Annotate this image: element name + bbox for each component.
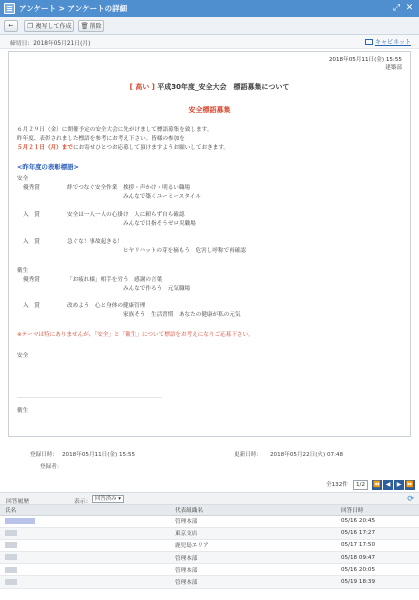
redacted-name [5, 579, 17, 585]
display-filter-select[interactable]: 回答済み ▾ [92, 495, 124, 503]
back-button[interactable] [4, 20, 18, 32]
deadline-rest: にお寄せひとつお応募して頂けますようお願いしておきます。 [72, 145, 230, 151]
back-arrow-icon: ← [8, 22, 14, 29]
document-sender: 建築部 [385, 65, 402, 71]
safety-line2-2: みんなで目指そうゼロ災職場 [123, 221, 196, 227]
document-title-text: 平成30年度_安全大会 標語募集について [157, 83, 290, 91]
cabinet-icon [365, 39, 373, 45]
redacted-name [5, 530, 17, 536]
organization-cell: 鹿児島エリア [170, 539, 336, 551]
answer-divider-safety [17, 397, 162, 398]
respondent-name-redacted[interactable] [0, 539, 170, 551]
answer-history-table [0, 505, 419, 589]
answered-at-cell: 05/17 17:50 [336, 539, 419, 551]
copy-create-label: 複写して作成 [35, 23, 72, 30]
safety-line2-3: ヒヤリハットの芽を摘もう 危害し呼称で再確認 [123, 248, 246, 254]
organization-cell: 管理本部 [170, 564, 336, 576]
respondent-name-redacted[interactable] [0, 527, 170, 539]
intro-line-1: ６月２９日（金）に開催予定の安全大会に先がけまして標語募集を致します。 [17, 127, 213, 133]
prev-page-icon[interactable]: ◀ [383, 480, 393, 490]
table-header-row [0, 505, 419, 515]
window-titlebar [0, 0, 419, 17]
hygiene-line1-1: 「お疲れ様」相手を労う 感謝の言葉 [67, 277, 163, 283]
hygiene-line2-2: 家族そう 生活習慣 あなたの健康が私の元気 [123, 312, 241, 318]
registrant-label: 登録者： [40, 464, 63, 470]
cabinet-link[interactable] [365, 37, 411, 46]
registered-value: 2018年05月11日(金) 15:55 [62, 452, 136, 458]
respondent-name-redacted[interactable] [0, 552, 170, 564]
copy-icon: ❐ [27, 22, 33, 30]
table-row[interactable] [0, 564, 419, 576]
app-icon [4, 3, 15, 14]
survey-document [8, 51, 411, 437]
deadline-text: 締切日：2018年05月21日(月) [10, 41, 91, 47]
column-organization[interactable]: 代表組織名 [170, 505, 336, 515]
column-name[interactable]: 氏名 [0, 505, 170, 515]
document-title [9, 83, 410, 92]
table-row[interactable] [0, 552, 419, 564]
table-row[interactable] [0, 539, 419, 551]
copy-create-button[interactable] [24, 20, 74, 32]
window-title: アンケート > アンケートの詳細 [19, 4, 128, 13]
first-page-icon[interactable]: ⏪ [373, 481, 381, 488]
toolbar [0, 17, 419, 35]
table-row[interactable] [0, 515, 419, 527]
safety-line1-3: 急ぐな！事故起きる！ [67, 239, 123, 245]
hygiene-line2-1: みんなで作ろう 元気職場 [123, 286, 191, 292]
answered-at-cell: 05/16 20:45 [336, 515, 419, 527]
hygiene-rank-1: 優秀賞 [23, 277, 40, 283]
refresh-icon[interactable]: ⟳ [407, 494, 414, 503]
intro-line-3 [17, 145, 229, 152]
organization-cell: 東京支店 [170, 527, 336, 539]
safety-line2-1: みんなで築くユーミースタイル [123, 194, 201, 200]
updated-value: 2018年05月22日(火) 07:48 [270, 452, 344, 458]
answered-at-cell: 05/16 17:27 [336, 527, 419, 539]
document-date: 2018年05月11日(金) 15:55 [328, 57, 402, 63]
priority-label: [ 高い ] [129, 83, 155, 91]
safety-line1-1: 絆でつなぐ安全作業 挨拶・声かけ・明るい職場 [67, 185, 191, 191]
redacted-name [5, 554, 17, 560]
document-note: ※テーマは特にありませんが、「安全」と「衛生」について標語をお考えになりご応募下さい。 [17, 332, 254, 338]
registered-label: 登録日時： [30, 452, 58, 458]
delete-label: 削除 [89, 23, 102, 30]
column-answered-at[interactable]: 回答日時 [336, 505, 419, 515]
respondent-name-redacted[interactable] [0, 564, 170, 576]
section-title: <昨年度の表彰標語> [17, 163, 79, 171]
document-subtitle: 安全標語募集 [188, 106, 231, 114]
answered-at-cell: 05/16 20:05 [336, 564, 419, 576]
answer-history-label: 回答履歴 [6, 499, 30, 505]
answer-label-safety: 安全 [17, 353, 29, 359]
answered-at-cell: 05/18 09:47 [336, 552, 419, 564]
table-row[interactable] [0, 576, 419, 588]
hygiene-line1-2: 改めよう 心と身体の健康管理 [67, 303, 146, 309]
delete-button[interactable] [78, 20, 104, 32]
total-count: 全132件 [326, 482, 348, 488]
organization-cell: 管理本部 [170, 552, 336, 564]
respondent-name-redacted[interactable] [0, 576, 170, 588]
maximize-icon[interactable]: ⤢ [392, 3, 401, 13]
category-safety: 安全 [17, 176, 29, 182]
table-row[interactable] [0, 527, 419, 539]
close-icon[interactable]: ✕ [405, 3, 414, 13]
updated-label: 更新日時： [234, 452, 262, 458]
intro-line-2: 昨年度、表彰されました標語を参考にお考え下さい。皆様の参加を [17, 136, 185, 142]
page-selector[interactable]: 1/2 [353, 480, 368, 490]
redacted-name [5, 518, 35, 524]
safety-line1-2: 安全は一人一人の心掛け 人に頼らず自ら確認 [67, 212, 185, 218]
deadline-highlight: ５月２１日（月）まで [17, 145, 73, 151]
registrant-name-redacted [0, 444, 419, 478]
hygiene-rank-2: 入 賞 [23, 303, 40, 309]
next-page-icon[interactable]: ▶ [394, 480, 404, 490]
answered-at-cell: 05/19 18:39 [336, 576, 419, 588]
cabinet-label: キャビネット [374, 39, 411, 46]
respondent-name-redacted[interactable] [0, 515, 170, 527]
safety-rank-3: 入 賞 [23, 239, 40, 245]
answer-history-header [0, 492, 419, 505]
trash-icon: 🗑 [80, 22, 89, 30]
category-hygiene: 衛生 [17, 268, 29, 274]
survey-subheader [0, 35, 419, 49]
organization-cell: 管理本部 [170, 576, 336, 588]
last-page-icon[interactable]: ⏩ [406, 481, 414, 488]
redacted-name [5, 542, 17, 548]
display-label: 表示： [74, 499, 92, 505]
answer-label-hygiene: 衛生 [17, 408, 29, 414]
redacted-name [5, 567, 17, 573]
organization-cell: 管理本部 [170, 515, 336, 527]
safety-rank-2: 入 賞 [23, 212, 40, 218]
safety-rank-1: 優秀賞 [23, 185, 40, 191]
